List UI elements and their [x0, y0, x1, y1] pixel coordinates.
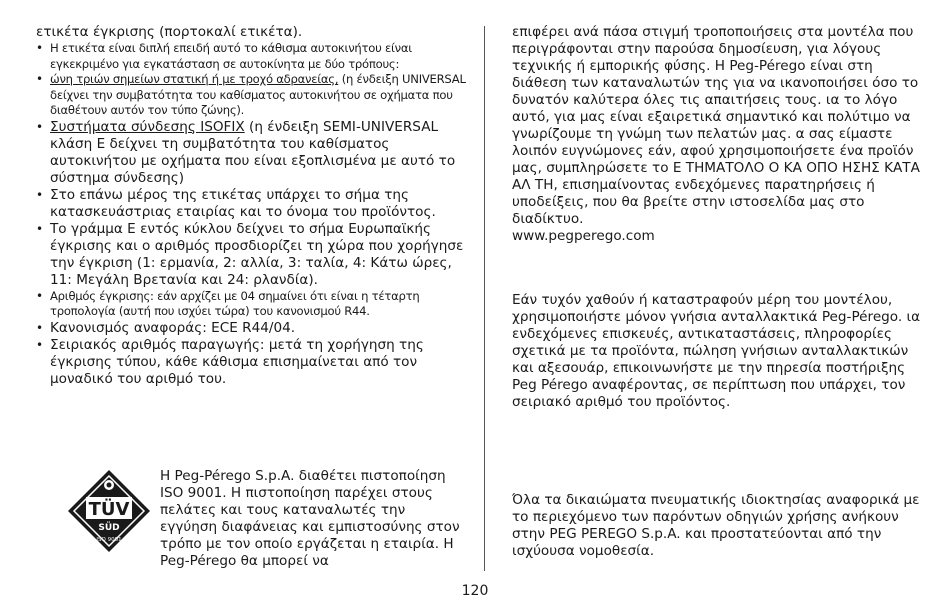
- tuv-sud-logo-icon: [66, 468, 152, 554]
- bullet-item: • Σειριακός αριθμός παραγωγής: μετά τη χορήγηση της έγκρισης τύπου, κάθε κάθισμα επισημαίνεται από τον μοναδικό του αριθμό του.: [36, 337, 466, 388]
- left-column: [36, 24, 466, 388]
- column-divider: [484, 26, 485, 571]
- bullet-item: • Συστήματα σύνδεσης ISOFIX (η ένδειξη SEMI-UNIVERSAL κλάση E δείχνει τη συμβατότητα του καθίσματος αυτοκινήτου με οχήματα που είναι εξοπλισμένα με αυτό το σύστημα σύνδεσης): [36, 119, 466, 187]
- logo-cert: ISO 9001: [96, 537, 122, 543]
- bullet-item: • Αριθμός έγκρισης: εάν αρχίζει με 04 σημαίνει ότι είναι η τέταρτη τροπολογία (αυτή που ισχύει τώρα) του κανονισμού R44.: [36, 289, 466, 320]
- logo-sub: SÜD: [98, 523, 120, 533]
- bullet-item: • Στο επάνω μέρος της ετικέτας υπάρχει το σήμα της κατασκευάστριας εταιρίας και το όνομα του προϊόντος.: [36, 187, 466, 221]
- website-url: www.pegperego.com: [512, 228, 655, 244]
- intro-line: ετικέτα έγκρισης (πορτοκαλί ετικέτα).: [36, 24, 303, 40]
- paragraph-copyright: Όλα τα δικαιώματα πνευματικής ιδιοκτησίας αναφορικά με το περιεχόμενο των παρόντων οδηγιών χρήσης ανήκουν στην PEG PEREGO S.p.A. και προστατεύονται από την ισχύουσα νομοθεσία.: [512, 492, 920, 559]
- bullet-item: • Η ετικέτα είναι διπλή επειδή αυτό το κάθισμα αυτοκινήτου είναι εγκεκριμένο για εγκατάσταση σε αυτοκίνητα με δύο τρόπους:: [36, 41, 466, 72]
- bullet-item: • Κανονισμός αναφοράς: ECE R44/04.: [36, 320, 466, 337]
- paragraph-feedback: επιφέρει ανά πάσα στιγμή τροποποιήσεις στα μοντέλα που περιγράφονται στην παρούσα δημοσίευση, για λόγους τεχνικής ή εμπορικής φύσης. Η Peg-Pérego είναι στη διάθεση των καταναλωτών της για να ικανοποιήσει όσο το δυνατόν καλύτερα όλες τις απαιτήσεις τους. ια το λόγο αυτό, για μας είναι εξαιρετικά σημαντικό και πολύτιμο να γνωρίζουμε τη γνώμη των πελατών μας. α σας είμαστε λοιπόν ευγνώμονες εάν, αφού χρησιμοποιήσετε ένα προϊόν μας, συμπληρώσετε το Ε ΤΗΜΑΤΟΛΟ Ο ΚΑ ΟΠΟ ΗΣΗΣ ΚΑΤΑ ΑΛ ΤΗ, επισημαίνοντας ενδεχόμενες παρατηρήσεις ή υποδείξεις, που θα βρείτε στην ιστοσελίδα μας στο διαδίκτυο.: [512, 24, 920, 227]
- certification-text: Η Peg-Pérego S.p.A. διαθέτει πιστοποίηση ISO 9001. Η πιστοποίηση παρέχει στους πελάτες και τους καταναλωτές την εγγύηση διαφάνειας και εμπιστοσύνης στον τρόπο με τον οποίο εργάζεται η εταιρία. Η Peg-Pérego θα μπορεί να: [160, 468, 460, 569]
- right-column: [512, 24, 922, 245]
- underlined-term: ώνη τριών σημείων στατική ή με τροχό αδρανείας,: [50, 72, 339, 86]
- underlined-term: Συστήματα σύνδεσης ISOFIX: [50, 118, 245, 135]
- bullet-list: [36, 41, 466, 388]
- page-number: 120: [461, 583, 489, 599]
- bullet-item: • Το γράμμα E εντός κύκλου δείχνει το σήμα Ευρωπαϊκής έγκρισης και ο αριθμός προσδιορίζει τη χώρα που χορήγησε την έγκριση (1: ερμανία, 2: αλλία, 3: ταλία, 4: Κάτω ώρες, 11: Μεγάλη Βρετανία και 24: ρλανδία).: [36, 221, 466, 289]
- paragraph-spare-parts: Εάν τυχόν χαθούν ή καταστραφούν μέρη του μοντέλου, χρησιμοποιήστε μόνον γνήσια ανταλλακτικά Peg-Pérego. ια ενδεχόμενες επισκευές, αντικαταστάσεις, πληροφορίες σχετικά με τα προϊόντα, πώληση γνήσιων ανταλλακτικών και αξεσουάρ, επικοινωνήστε με την πηρεσία ποστήριξης Peg Pérego αναφέροντας, σε περίπτωση που υπάρχει, τον σειριακό αριθμό του προϊόντος.: [512, 292, 921, 410]
- logo-brand: TÜV: [88, 499, 130, 520]
- bullet-item: • ώνη τριών σημείων στατική ή με τροχό αδρανείας, (η ένδειξη UNIVERSAL δείχνει την συμβατότητα του καθίσματος αυτοκινήτου σε οχήματα που διαθέτουν αυτόν τον τύπο ζώνης).: [36, 72, 466, 119]
